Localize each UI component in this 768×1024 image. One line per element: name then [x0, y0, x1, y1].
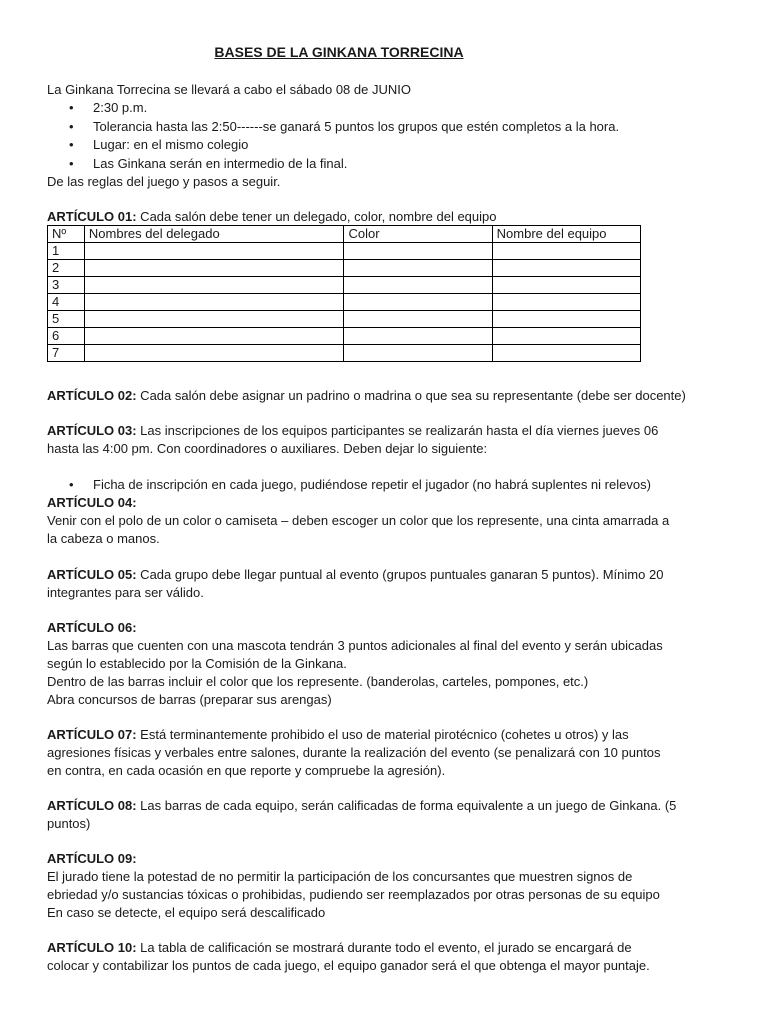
article-06-line4: Abra concursos de barras (preparar sus arengas): [47, 692, 332, 707]
article-04-line2: la cabeza o manos.: [47, 531, 160, 546]
article-07: ARTÍCULO 07: Está terminantemente prohibido el uso de material pirotécnico (cohetes u otros) y las: [47, 727, 629, 742]
article-04-label: ARTÍCULO 04:: [47, 495, 137, 510]
article-07-line2: agresiones físicas y verbales entre salones, durante la realización del evento (se penalizará con 10 puntos: [47, 745, 661, 760]
table-row: [48, 328, 641, 345]
table-header-row: [48, 226, 641, 243]
table-row: [48, 260, 641, 277]
delegate-cell: [84, 294, 344, 311]
rules-intro: De las reglas del juego y pasos a seguir.: [47, 174, 281, 189]
intro-text: La Ginkana Torrecina se llevará a cabo el sábado 08 de JUNIO: [47, 82, 411, 97]
article-03-line2: hasta las 4:00 pm. Con coordinadores o auxiliares. Deben dejar lo siguiente:: [47, 441, 488, 456]
team-cell: [492, 243, 640, 260]
team-cell: [492, 328, 640, 345]
article-01: ARTÍCULO 01: Cada salón debe tener un delegado, color, nombre del equipo: [47, 209, 497, 224]
bullet-registration: • Ficha de inscripción en cada juego, pudiéndose repetir el jugador (no habrá suplentes ni relevos): [71, 476, 651, 493]
table-row: [48, 277, 641, 294]
bullet-time: • 2:30 p.m.: [71, 99, 147, 116]
document-title: BASES DE LA GINKANA TORRECINA: [214, 44, 464, 60]
table-header-color: Color: [344, 226, 492, 243]
bullet-location: • Lugar: en el mismo colegio: [71, 136, 248, 153]
color-cell: [344, 311, 492, 328]
article-09-line2: ebriedad y/o sustancias tóxicas o prohibidas, pudiendo ser reemplazados por otras personas de su equipo: [47, 887, 660, 902]
delegate-cell: [84, 345, 344, 362]
delegate-cell: [84, 243, 344, 260]
color-cell: [344, 345, 492, 362]
team-cell: [492, 277, 640, 294]
table-header-number: Nº: [48, 226, 85, 243]
article-03: ARTÍCULO 03: Las inscripciones de los equipos participantes se realizarán hasta el día viernes jueves 06: [47, 423, 659, 438]
delegates-table: [47, 225, 641, 362]
team-cell: [492, 345, 640, 362]
article-06-line1: Las barras que cuenten con una mascota tendrán 3 puntos adicionales al final del evento y serán ubicadas: [47, 638, 663, 653]
article-05-line2: integrantes para ser válido.: [47, 585, 204, 600]
color-cell: [344, 294, 492, 311]
row-number: 7: [48, 345, 85, 362]
color-cell: [344, 328, 492, 345]
delegate-cell: [84, 311, 344, 328]
article-09-label: ARTÍCULO 09:: [47, 851, 137, 866]
delegate-cell: [84, 260, 344, 277]
row-number: 3: [48, 277, 85, 294]
table-row: [48, 311, 641, 328]
delegate-cell: [84, 328, 344, 345]
team-cell: [492, 294, 640, 311]
article-04-line1: Venir con el polo de un color o camiseta – deben escoger un color que los represente, una cinta amarrada a: [47, 513, 670, 528]
row-number: 4: [48, 294, 85, 311]
article-08-line2: puntos): [47, 816, 91, 831]
article-07-line3: en contra, en cada ocasión en que reporte y compruebe la agresión).: [47, 763, 446, 778]
team-cell: [492, 311, 640, 328]
article-09-line3: En caso se detecte, el equipo será descalificado: [47, 905, 326, 920]
table-header-delegate: Nombres del delegado: [84, 226, 344, 243]
row-number: 5: [48, 311, 85, 328]
color-cell: [344, 277, 492, 294]
table-row: [48, 243, 641, 260]
article-06-label: ARTÍCULO 06:: [47, 620, 137, 635]
bullet-tolerance: • Tolerancia hasta las 2:50------se ganará 5 puntos los grupos que estén completos a la hora.: [71, 118, 619, 135]
team-cell: [492, 260, 640, 277]
color-cell: [344, 260, 492, 277]
color-cell: [344, 243, 492, 260]
row-number: 6: [48, 328, 85, 345]
row-number: 1: [48, 243, 85, 260]
article-06-line2: según lo establecido por la Comisión de la Ginkana.: [47, 656, 347, 671]
article-09-line1: El jurado tiene la potestad de no permitir la participación de los concursantes que muestren signos de: [47, 869, 633, 884]
article-06-line3: Dentro de las barras incluir el color que los represente. (banderolas, carteles, pompones, etc.): [47, 674, 589, 689]
article-02: ARTÍCULO 02: Cada salón debe asignar un padrino o madrina o que sea su representante (debe ser docente): [47, 388, 686, 403]
article-10-line2: colocar y contabilizar los puntos de cada juego, el equipo ganador será el que obtenga el mayor puntaje.: [47, 958, 650, 973]
delegate-cell: [84, 277, 344, 294]
table-row: [48, 294, 641, 311]
article-10: ARTÍCULO 10: La tabla de calificación se mostrará durante todo el evento, el jurado se encargará de: [47, 940, 632, 955]
table-row: [48, 345, 641, 362]
table-header-team: Nombre del equipo: [492, 226, 640, 243]
bullet-ginkana-time: • Las Ginkana serán en intermedio de la final.: [71, 155, 347, 172]
article-05: ARTÍCULO 05: Cada grupo debe llegar puntual al evento (grupos puntuales ganaran 5 puntos). Mínimo 20: [47, 567, 664, 582]
row-number: 2: [48, 260, 85, 277]
article-08: ARTÍCULO 08: Las barras de cada equipo, serán calificadas de forma equivalente a un juego de Ginkana. (5: [47, 798, 677, 813]
